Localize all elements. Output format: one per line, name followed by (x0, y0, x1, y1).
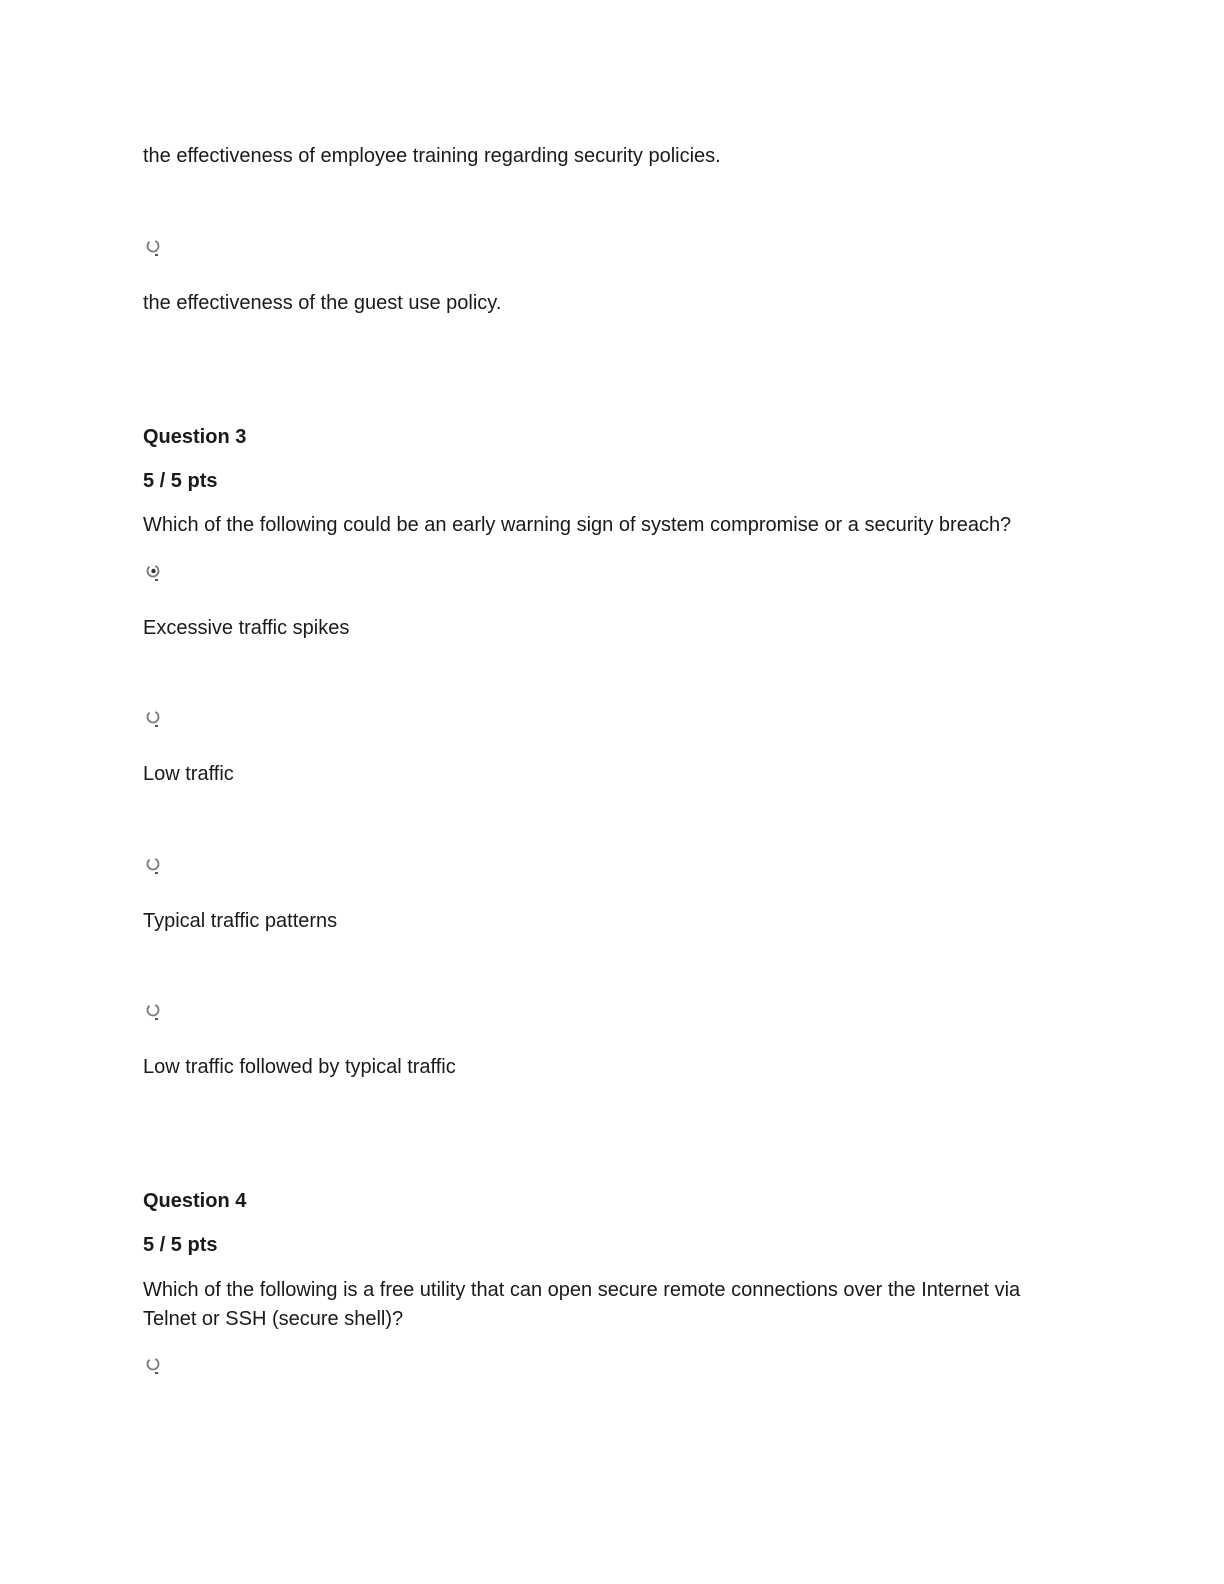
option-text: Low traffic (143, 763, 234, 785)
radio-button-selected[interactable] (145, 562, 163, 584)
option-text: the effectiveness of the guest use policy. (143, 292, 502, 314)
question-prompt: Which of the following is a free utility that can open secure remote connections over the Internet via Telnet or SSH (secure shell)? (143, 1279, 1021, 1330)
option-text: Typical traffic patterns (143, 910, 338, 932)
radio-button-unselected[interactable] (145, 1355, 163, 1377)
question-score: 5 / 5 pts (143, 1234, 218, 1256)
radio-button-unselected[interactable] (145, 855, 163, 877)
option-text: the effectiveness of employee training regarding security policies. (143, 145, 721, 167)
question-title: Question 3 (143, 426, 247, 448)
question-title: Question 4 (143, 1190, 247, 1212)
option-text: Excessive traffic spikes (143, 617, 350, 639)
radio-button-unselected[interactable] (145, 237, 163, 259)
option-text: Low traffic followed by typical traffic (143, 1056, 456, 1078)
question-prompt: Which of the following could be an early warning sign of system compromise or a security breach? (143, 514, 1012, 536)
question-score: 5 / 5 pts (143, 470, 218, 492)
radio-button-unselected[interactable] (145, 1001, 163, 1023)
radio-button-unselected[interactable] (145, 708, 163, 730)
